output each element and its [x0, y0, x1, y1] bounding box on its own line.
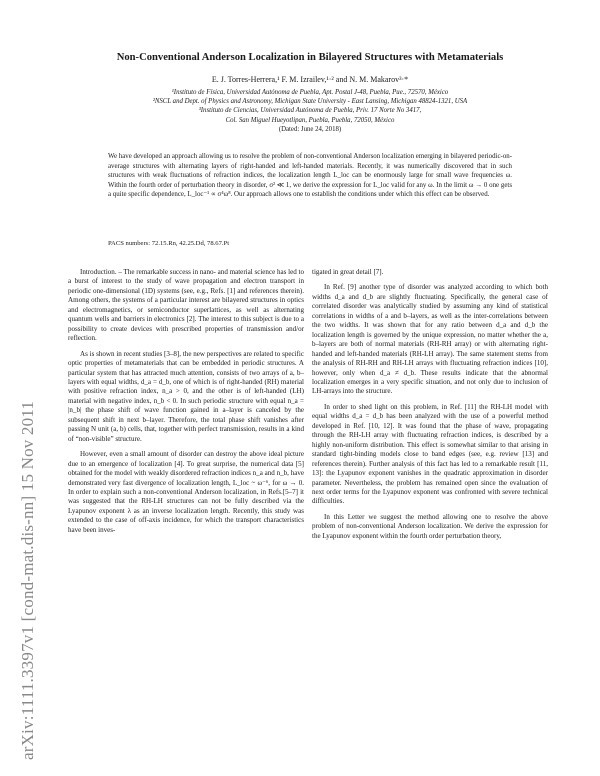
abstract: We have developed an approach allowing us to resolve the problem of non-conventional Anderson localization emerging in bilayered periodic-on-average structures with alternating layers of right-handed and left-handed materials. Recently, it was numerically discovered that in such structures with weak fluctuations of refraction indices, the localization length L_loc can be enormously large for small wave frequencies ω. Within the fourth order of perturbation theory in disorder, σ² ≪ 1, we derive the expression for L_loc valid for any ω. In the limit ω → 0 one gets a quite specific dependence, L_loc⁻¹ ∝ σ⁴ω⁸. Our approach allows one to establish the conditions under which this effect can be observed. — [108, 153, 512, 199]
paragraph: tigated in great detail [7]. — [312, 268, 384, 276]
paragraph: In this Letter we suggest the method allowing one to resolve the above problem of non-conventional Anderson localization. We derive the expression for the Lyapunov exponent within the fourth order perturbation theory, — [312, 512, 548, 540]
left-column — [68, 268, 304, 541]
paragraph: Introduction. – The remarkable success in nano- and material science has led to a burst of interest to the study of wave propagation and electron transport in periodic one-dimensional (1D) systems (see, e.g., Refs. [1] and references therein). Among others, the systems of a particular interest are bilayered structures in optics and electromagnetics, or semiconductor superlattices, as well as alternating quantum wells and barriers in electronics [2]. The interest to this subject is due to a possibility to create devices with prescribed properties of transmission and/or reflection. — [68, 268, 304, 343]
affiliation-2: ²NSCL and Dept. of Physics and Astronomy, Michigan State University - East Lansing, Michigan 48824-1321, USA — [152, 98, 468, 106]
paper-title: Non-Conventional Anderson Localization in Bilayered Structures with Metamaterials — [116, 52, 504, 63]
affiliation-4: Col. San Miguel Hueyotlipan, Puebla, Puebla, 72050, México — [225, 116, 395, 124]
paragraph: As is shown in recent studies [3–8], the new perspectives are related to specific optic properties of metamaterials that can be embedded in periodic structures. A particular system that has attracted much attention, consists of two arrays of a, b–layers with equal widths, d_a = d_b, one of which is of right-handed (RH) material with positive refraction index, n_a > 0, and the other is of left-handed (LH) material with negative index, n_b < 0. In such periodic structure with equal n_a = |n_b| the phase shift of wave function gained in a–layer is canceled by the subsequent shift in next b–layer. Therefore, the total phase shift vanishes after passing N unit (a, b) cells, that, together with perfect transmission, results in a kind of “non-visible” structure. — [68, 349, 304, 443]
paragraph: However, even a small amount of disorder can destroy the above ideal picture due to an emergence of localization [4]. To great surprise, the numerical data [5] obtained for the model with weakly disordered refraction indices n_a and n_b, have demonstrated very fast divergence of localization length, L_loc ~ ω⁻⁶, for ω → 0. In order to explain such a non-conventional Anderson localization, in Refs.[5–7] it was suggested that the RH-LH structures can not be fully described via the Lyapunov exponent λ as an inverse localization length. Recently, this study was extended to the case of off-axis incidence, for which the transport characteristics have been inves- — [68, 450, 304, 534]
affiliation-3: ³Instituto de Ciencias, Universidad Autónoma de Puebla, Priv. 17 Norte No 3417, — [198, 107, 422, 115]
dated-line: (Dated: June 24, 2018) — [278, 125, 342, 133]
paragraph: In order to shed light on this problem, in Ref. [11] the RH-LH model with equal widths d_a = d_b has been analyzed with the use of a powerful method developed in Ref. [10, 12]. It was found that the phase of wave, propagating through the RH-LH array with fluctuating refraction indices, is described by a highly non-uniform distribution. This effect is somewhat similar to that arising in standard tight-binding models close to band edges (see, e.g. review [13] and references therein). Further analysis of this fact has led to a remarkable result [11, 13]: the Lyapunov exponent vanishes in the quadratic approximation in disorder parameter. Nevertheless, the problem has remained open since the evaluation of next order terms for the Lyapunov exponent was confronted with severe technical difficulties. — [312, 402, 548, 506]
pacs-numbers: PACS numbers: 72.15.Rn, 42.25.Dd, 78.67.Pt — [108, 240, 230, 247]
affiliations — [60, 88, 560, 134]
affiliation-1: ¹Instituto de Física, Universidad Autónoma de Puebla, Apt. Postal J-48, Puebla, Pue., 72570, México — [171, 89, 449, 96]
author-list: E. J. Torres-Herrera,¹ F. M. Izrailev,¹·² and N. M. Makarov³·* — [211, 75, 409, 84]
paragraph: In Ref. [9] another type of disorder was analyzed according to which both widths d_a and d_b are slightly fluctuating. Specifically, the general case of correlated disorder was analytically studied by assuming any kind of statistical correlations in widths of a and b–layers, as well as the inter-correlations between the two widths. It was shown that for any ratio between d_a and d_b the localization length is governed by the unique expression, no matter whether the a, b–layers are both of normal materials (RH-RH array) or with alternating right-handed and left-handed materials (RH-LH array). The same statement stems from the analysis of RH-RH and RH-LH arrays with fluctuating refraction indices [10], however, only when d_a ≠ d_b. These results indicate that the abnormal localization emerges in a very specific situation, and not only due to inclusion of LH-arrays into the structure. — [312, 283, 548, 396]
arxiv-side-stamp: arXiv:1111.3397v1 [cond-mat.dis-nn] 15 Nov 2011 — [18, 400, 37, 760]
right-column — [312, 268, 548, 547]
